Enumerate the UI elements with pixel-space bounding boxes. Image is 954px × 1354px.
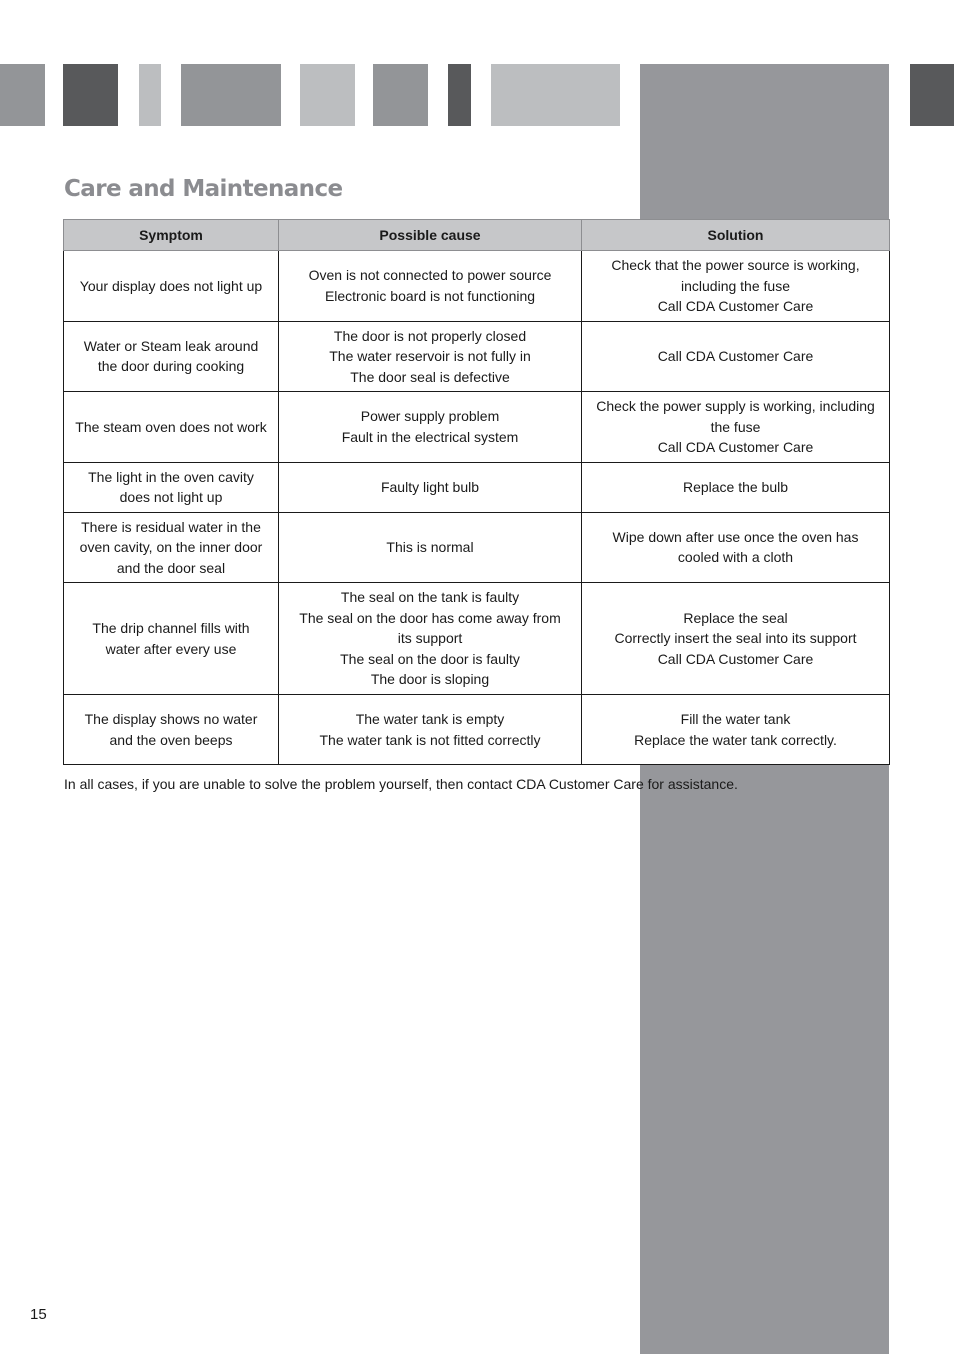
cell-line: Call CDA Customer Care [657,439,814,455]
header-block [300,64,355,126]
cell-line: Fault in the electrical system [341,428,519,445]
cell-line: Replace the bulb [682,478,789,495]
cause-cell [279,462,582,512]
cell-line: There is residual water in the [81,518,261,535]
header-block [181,64,281,126]
column-header-symptom: Symptom [64,220,279,251]
solution-cell [582,462,890,512]
cell-line: Your display does not light up [79,277,263,294]
cell-line: This is normal [386,539,474,555]
cell-line: The display shows no water [84,711,258,727]
cell-line: and the oven beeps [109,731,233,748]
cell-line: The water tank is not fitted correctly [319,731,541,748]
page-number: 15 [30,1306,47,1323]
cause-cell [279,392,582,463]
cell-line: Replace the seal [683,609,788,626]
cell-line: The light in the oven cavity [88,468,254,485]
cell-line: Fill the water tank [680,711,791,727]
cell-line: Check the power supply is working, including [596,398,875,414]
cell-line: Faulty light bulb [380,478,480,495]
cell-line: oven cavity, on the inner door [79,539,263,555]
cause-cell [279,251,582,322]
solution-cell [582,695,890,765]
cause-cell [279,695,582,765]
cell-line: The water tank is empty [355,711,505,727]
page-title: Care and Maintenance [64,176,343,202]
cell-line: The door seal is defective [350,368,510,385]
cause-cell [279,583,582,695]
cell-line: The steam oven does not work [75,418,267,435]
cell-line: Oven is not connected to power source [308,267,552,284]
solution-cell [582,512,890,583]
cell-line: and the door seal [116,559,226,576]
table-row [64,695,890,765]
header-block [63,64,118,126]
footnote: In all cases, if you are unable to solve the problem yourself, then contact CDA Customer Care for assistance. [64,776,738,792]
cell-line: Electronic board is not functioning [324,287,536,304]
cell-line: The water reservoir is not fully in [329,348,531,364]
table-row [64,251,890,322]
header-block [448,64,471,126]
troubleshooting-table [63,219,890,765]
table-row [64,462,890,512]
header-block [910,64,954,126]
cell-line: the fuse [710,418,761,435]
cell-line: its support [397,630,463,647]
symptom-cell [64,583,279,695]
header-block [0,64,45,126]
cell-line: The seal on the door has come away from [299,609,561,626]
cell-line: including the fuse [681,277,790,294]
symptom-cell [64,321,279,392]
cell-line: The seal on the tank is faulty [340,589,520,606]
solution-cell [582,321,890,392]
cell-line: The seal on the door is faulty [340,650,520,667]
symptom-cell [64,695,279,765]
cell-line: cooled with a cloth [677,549,794,566]
cause-cell [279,321,582,392]
header-block [139,64,161,126]
cell-line: The door is not properly closed [333,327,527,344]
cell-line: Call CDA Customer Care [657,298,814,314]
symptom-cell [64,251,279,322]
cell-line: Check that the power source is working, [611,257,860,273]
cell-line: water after every use [105,640,237,657]
table-row [64,512,890,583]
cause-cell [279,512,582,583]
header-block [491,64,620,126]
cell-line: Power supply problem [360,408,500,425]
cell-line: Replace the water tank correctly. [634,731,837,748]
symptom-cell [64,512,279,583]
table-row [64,392,890,463]
cell-line: Call CDA Customer Care [657,348,814,364]
cell-line: Call CDA Customer Care [657,650,814,667]
cell-line: The drip channel fills with [92,620,250,636]
column-header-cause: Possible cause [279,220,582,251]
header-block [373,64,428,126]
symptom-cell [64,392,279,463]
cell-line: does not light up [119,489,223,505]
cell-line: the door during cooking [97,358,245,375]
cell-line: Water or Steam leak around [83,337,259,354]
table-header-row [64,220,890,251]
cell-line: Wipe down after use once the oven has [612,528,859,545]
symptom-cell [64,462,279,512]
cell-line: Correctly insert the seal into its support [614,630,857,647]
solution-cell [582,392,890,463]
solution-cell [582,583,890,695]
table-row [64,321,890,392]
column-header-solution: Solution [582,220,890,251]
table-row [64,583,890,695]
solution-cell [582,251,890,322]
cell-line: The door is sloping [370,671,490,688]
